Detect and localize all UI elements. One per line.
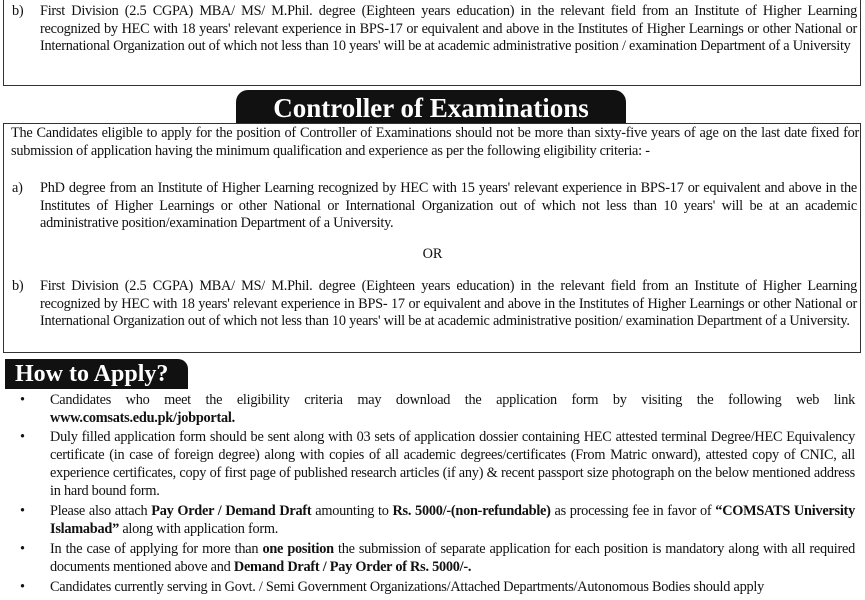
criteria-a: [12, 180, 857, 233]
bold-text: “COMSATS University Islamabad”: [50, 503, 855, 537]
controller-intro: The Candidates eligible to apply for the position of Controller of Examinations should not be more than sixty-five years of age on the last date fixed for submission of application having the minimum qualification and experience as per the following eligibility criteria: -: [11, 125, 859, 159]
text: the submission of separate application for each position is mandatory along with all required documents mentioned above and: [50, 541, 855, 575]
item-label: a): [12, 180, 23, 196]
bold-text: Pay Order / Demand Draft: [151, 503, 312, 519]
bold-text: Rs. 5000/-(non-refundable): [392, 503, 551, 519]
section-title-controller: Controller of Examinations: [236, 90, 626, 124]
bullet-icon: •: [20, 503, 25, 519]
criteria-b-top: [12, 3, 857, 56]
apply-bullet-3: [20, 502, 855, 538]
item-text: Candidates currently serving in Govt. / Semi Government Organizations/Attached Departments/Autonomous Bodies should apply: [50, 579, 764, 595]
item-text: PhD degree from an Institute of Higher Learning recognized by HEC with 15 years' relevant experience in BPS-17 or equivalent and above in the Institutes of Higher Learnings or other National or International Organization out of which not less than 10 years' will be at an academic administrative position/examination Department of a University.: [40, 180, 857, 231]
criteria-b: [12, 278, 857, 331]
section-title-how-to-apply: How to Apply?: [5, 359, 188, 389]
or-separator: OR: [422, 246, 443, 262]
text: Please also attach: [50, 503, 152, 519]
text: as processing fee in favor of: [550, 503, 716, 519]
bold-text: one position: [262, 541, 334, 557]
apply-bullet-5: [20, 578, 855, 596]
text: amounting to: [311, 503, 393, 519]
apply-bullet-2: [20, 428, 855, 500]
item-text: First Division (2.5 CGPA) MBA/ MS/ M.Phil. degree (Eighteen years education) in the relevant field from an Institute of Higher Learning recognized by HEC with 18 years' relevant experience in BPS-17 or equivalent and above in the Institutes of Higher Learnings or other National or International Organization out of which not less than 10 years' will be at academic administrative position / examination Department of a University: [40, 3, 857, 54]
item-label: b): [12, 278, 24, 294]
text: along with application form.: [119, 521, 279, 537]
bold-text: Demand Draft / Pay Order of Rs. 5000/-.: [233, 559, 472, 575]
bullet-icon: •: [20, 541, 25, 557]
item-text: Candidates who meet the eligibility criteria may download the application form by visiting the following web link: [50, 392, 855, 408]
item-text: First Division (2.5 CGPA) MBA/ MS/ M.Phil. degree (Eighteen years education) in the relevant field from an Institute of Higher Learning recognized by HEC with 18 years' relevant experience in BPS- 17 or equivalent and above in the Institutes of Higher Learnings or other National or International Organization out of which not less than 10 years' will be at academic administrative position/ examination Department of a University.: [40, 278, 857, 329]
bullet-icon: •: [20, 429, 25, 445]
item-text: Duly filled application form should be sent along with 03 sets of application dossier containing HEC attested terminal Degree/HEC Equivalency certificate (in case of foreign degree) along with copies of all academic degrees/certificates (From Matric onward), attested copy of CNIC, all experience certificates, copy of first page of published research articles (if any) & recent passport size photograph on the below mentioned address in hard bound form.: [50, 429, 855, 499]
bullet-icon: •: [20, 392, 25, 408]
job-portal-link[interactable]: www.comsats.edu.pk/jobportal.: [50, 410, 235, 426]
text: In the case of applying for more than: [50, 541, 263, 557]
apply-bullet-4: [20, 540, 855, 576]
bullet-icon: •: [20, 579, 25, 595]
apply-bullet-1: [20, 391, 855, 427]
item-label: b): [12, 3, 24, 19]
